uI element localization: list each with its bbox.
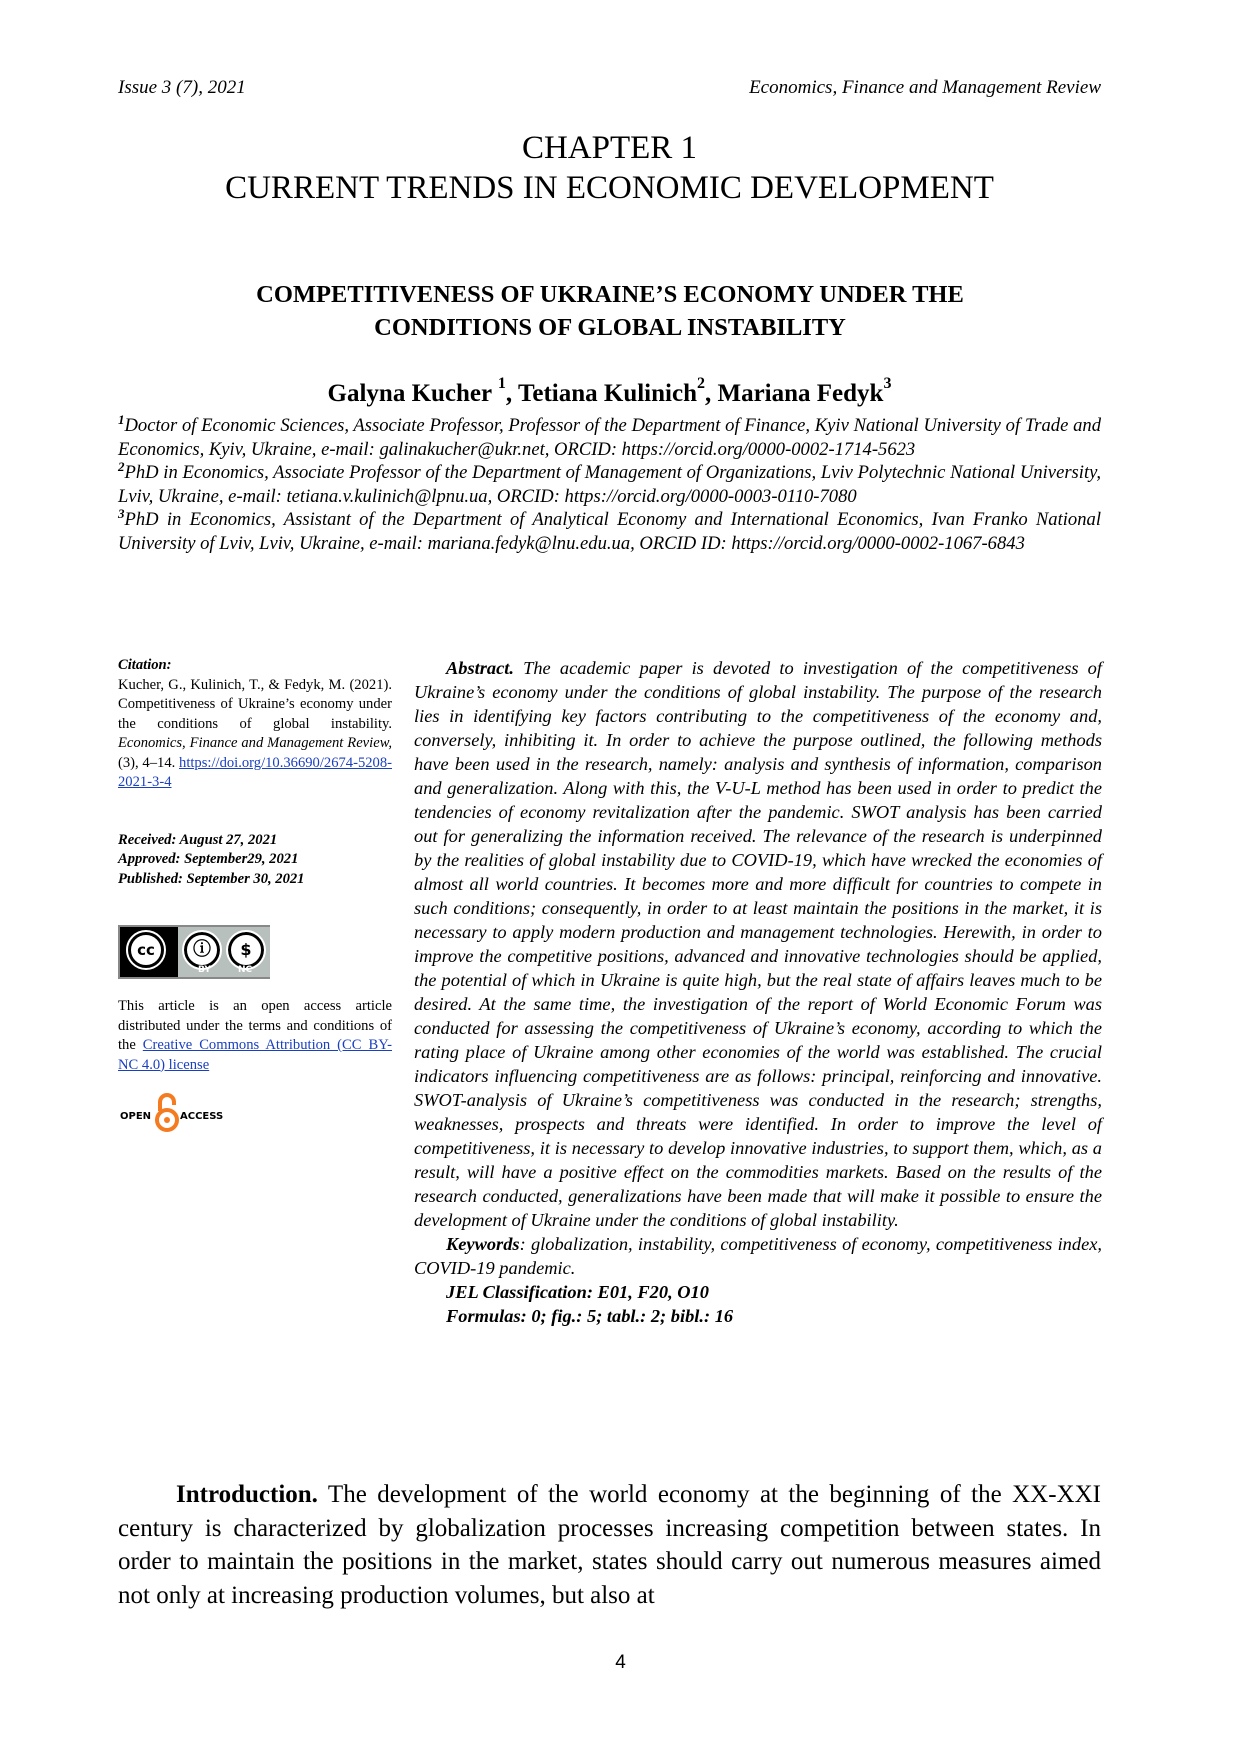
- open-access-logo: [118, 1093, 392, 1133]
- approved-date: Approved: September29, 2021: [118, 851, 299, 867]
- author-separator: ,: [704, 380, 718, 407]
- keywords-label: Keywords: [446, 1234, 520, 1254]
- open-word: OPEN: [120, 1111, 152, 1122]
- paper-title-line-2: CONDITIONS OF GLOBAL INSTABILITY: [374, 314, 846, 341]
- affiliation-1: [118, 411, 1101, 461]
- formulas-text: Formulas: 0; fig.: 5; tabl.: 2; bibl.: 16: [446, 1306, 734, 1326]
- citation-authors: Kucher, G., Kulinich, T., & Fedyk, M. (2021). Competitiveness of Ukraine’s economy under the conditions of global instability.: [118, 676, 392, 732]
- open-lock-icon: [154, 1093, 180, 1133]
- non-commercial-icon: $: [228, 932, 264, 968]
- by-label: BY: [198, 965, 211, 975]
- cc-icon: cc: [128, 932, 164, 968]
- affiliation-text: PhD in Economics, Assistant of the Department of Analytical Economy and International Economics, Ivan Franko National University of Lviv, Lviv, Ukraine, e-mail: mariana.fedyk@lnu.edu.ua, ORCID ID: https://orcid.org/0000-0002-1067-6843: [118, 509, 1101, 554]
- formulas-summary: [414, 1304, 1102, 1328]
- abstract-label: Abstract.: [446, 658, 514, 678]
- jel-classification: [414, 1280, 1102, 1304]
- running-header: [118, 74, 1101, 102]
- published-date: Published: September 30, 2021: [118, 870, 305, 887]
- citation-pages: (3), 4–14.: [118, 754, 176, 771]
- page-number: 4: [615, 1652, 626, 1673]
- author-list: [118, 374, 1101, 411]
- license-statement: [118, 997, 392, 1075]
- keywords: [414, 1232, 1102, 1280]
- affiliation-text: Doctor of Economic Sciences, Associate Professor, Professor of the Department of Finance, Kyiv National University of Trade and Economics, Kyiv, Ukraine, e-mail: galinakucher@ukr.net, ORCID: https://orcid.org/0000-0002-1714-5623: [118, 415, 1101, 460]
- access-word: ACCESS: [180, 1111, 224, 1122]
- article-sidebar: [118, 656, 392, 1133]
- publication-dates: [118, 831, 392, 890]
- doi-link[interactable]: https://doi.org/10.36690/2674-5208-2021-3-4: [118, 754, 392, 790]
- affiliations: [118, 411, 1101, 556]
- attribution-icon: ⓘ: [184, 932, 220, 968]
- affiliation-text: PhD in Economics, Associate Professor of the Department of Management of Organizations, Lviv Polytechnic National University, Lviv, Ukraine, e-mail: tetiana.v.kulinich@lpnu.ua, ORCID: https://orcid.org/0000-0003-0110-7080: [118, 462, 1101, 507]
- introduction-text: The development of the world economy at the beginning of the XX-XXI century is characterized by globalization processes increasing competition between states. In order to maintain the positions in the market, states should carry out numerous measures aimed not only at increasing production volumes, but also at: [118, 1481, 1101, 1609]
- author-separator: ,: [505, 380, 518, 407]
- chapter-heading: [118, 128, 1101, 208]
- author-name: Galyna Kucher: [327, 380, 498, 407]
- jel-text: JEL Classification: E01, F20, O10: [446, 1282, 709, 1302]
- citation-label: Citation:: [118, 657, 172, 673]
- author-mark: 3: [883, 374, 892, 392]
- cc-by-nc-badge[interactable]: [118, 925, 270, 979]
- citation-text: [118, 676, 392, 793]
- paper-title: [150, 278, 1070, 344]
- nc-label: NC: [238, 965, 253, 975]
- abstract-text: The academic paper is devoted to investigation of the competitiveness of Ukraine’s economy under the conditions of global instability. The purpose of the research lies in identifying key factors contributing to the competitiveness of the economy and, conversely, inhibiting it. In order to achieve the purpose outlined, the following methods have been used in the research, namely: analysis and synthesis of information, comparison and generalization. Along with this, the V-U-L method has been used in order to predict the tendencies of economy revitalization after the pandemic. SWOT analysis has been carried out for generalizing the information received. The relevance of the research is underpinned by the realities of global instability due to COVID-19, which have wrecked the economies of almost all world countries. It becomes more and more difficult for countries to compete in such conditions; consequently, in order to at least maintain the positions in the market, it is necessary to apply modern production and management technologies. Herewith, in order to improve the competitive positions, advanced and innovative technologies should be applied, the potential of which in Ukraine is quite high, but the real state of affairs leaves much to be desired. At the same time, the investigation of the report of World Economic Forum was conducted for assessing the competitiveness of Ukraine’s economy, according to which the rating place of Ukraine among other economies of the world was established. The crucial indicators influencing competitiveness are as follows: principal, reinforcing and innovative. SWOT-analysis of Ukraine’s competitiveness was conducted in the research; strengths, weaknesses, prospects and threats were identified. In order to improve the level of competitiveness, it is necessary to develop innovative industries, to support them, which, as a result, will have a positive effect on the commodities markets. Based on the results of the research conducted, generalizations have been made that will make it possible to ensure the development of Ukraine under the conditions of global instability.: [414, 658, 1102, 1230]
- chapter-title: CURRENT TRENDS IN ECONOMIC DEVELOPMENT: [225, 170, 994, 206]
- author-mark: 2: [696, 374, 705, 392]
- journal-name: Economics, Finance and Management Review: [749, 77, 1101, 98]
- license-link[interactable]: Creative Commons Attribution (CC BY-NC 4.0) license: [118, 1037, 392, 1073]
- affiliation-mark: 3: [118, 506, 125, 522]
- abstract-body: [414, 656, 1102, 1232]
- author-name: Tetiana Kulinich: [517, 380, 697, 407]
- license-text: This article is an open access article distributed under the terms and conditions of the: [118, 998, 392, 1053]
- affiliation-2: [118, 461, 1101, 508]
- introduction-label: Introduction.: [176, 1481, 318, 1508]
- chapter-number: CHAPTER 1: [521, 130, 698, 166]
- paper-title-line-1: COMPETITIVENESS OF UKRAINE’S ECONOMY UNDER THE: [256, 281, 964, 308]
- affiliation-3: [118, 508, 1101, 555]
- author-mark: 1: [497, 374, 506, 392]
- affiliation-mark: 1: [118, 411, 125, 427]
- received-date: Received: August 27, 2021: [118, 831, 278, 848]
- issue-label: Issue 3 (7), 2021: [118, 77, 246, 98]
- abstract: [414, 656, 1102, 1328]
- author-name: Mariana Fedyk: [717, 380, 884, 407]
- keywords-text: : globalization, instability, competitiveness of economy, competitiveness index, COVID-19 pandemic.: [414, 1234, 1102, 1278]
- citation-journal: Economics, Finance and Management Review,: [118, 735, 392, 751]
- affiliation-mark: 2: [118, 459, 125, 474]
- introduction-paragraph: [118, 1478, 1101, 1612]
